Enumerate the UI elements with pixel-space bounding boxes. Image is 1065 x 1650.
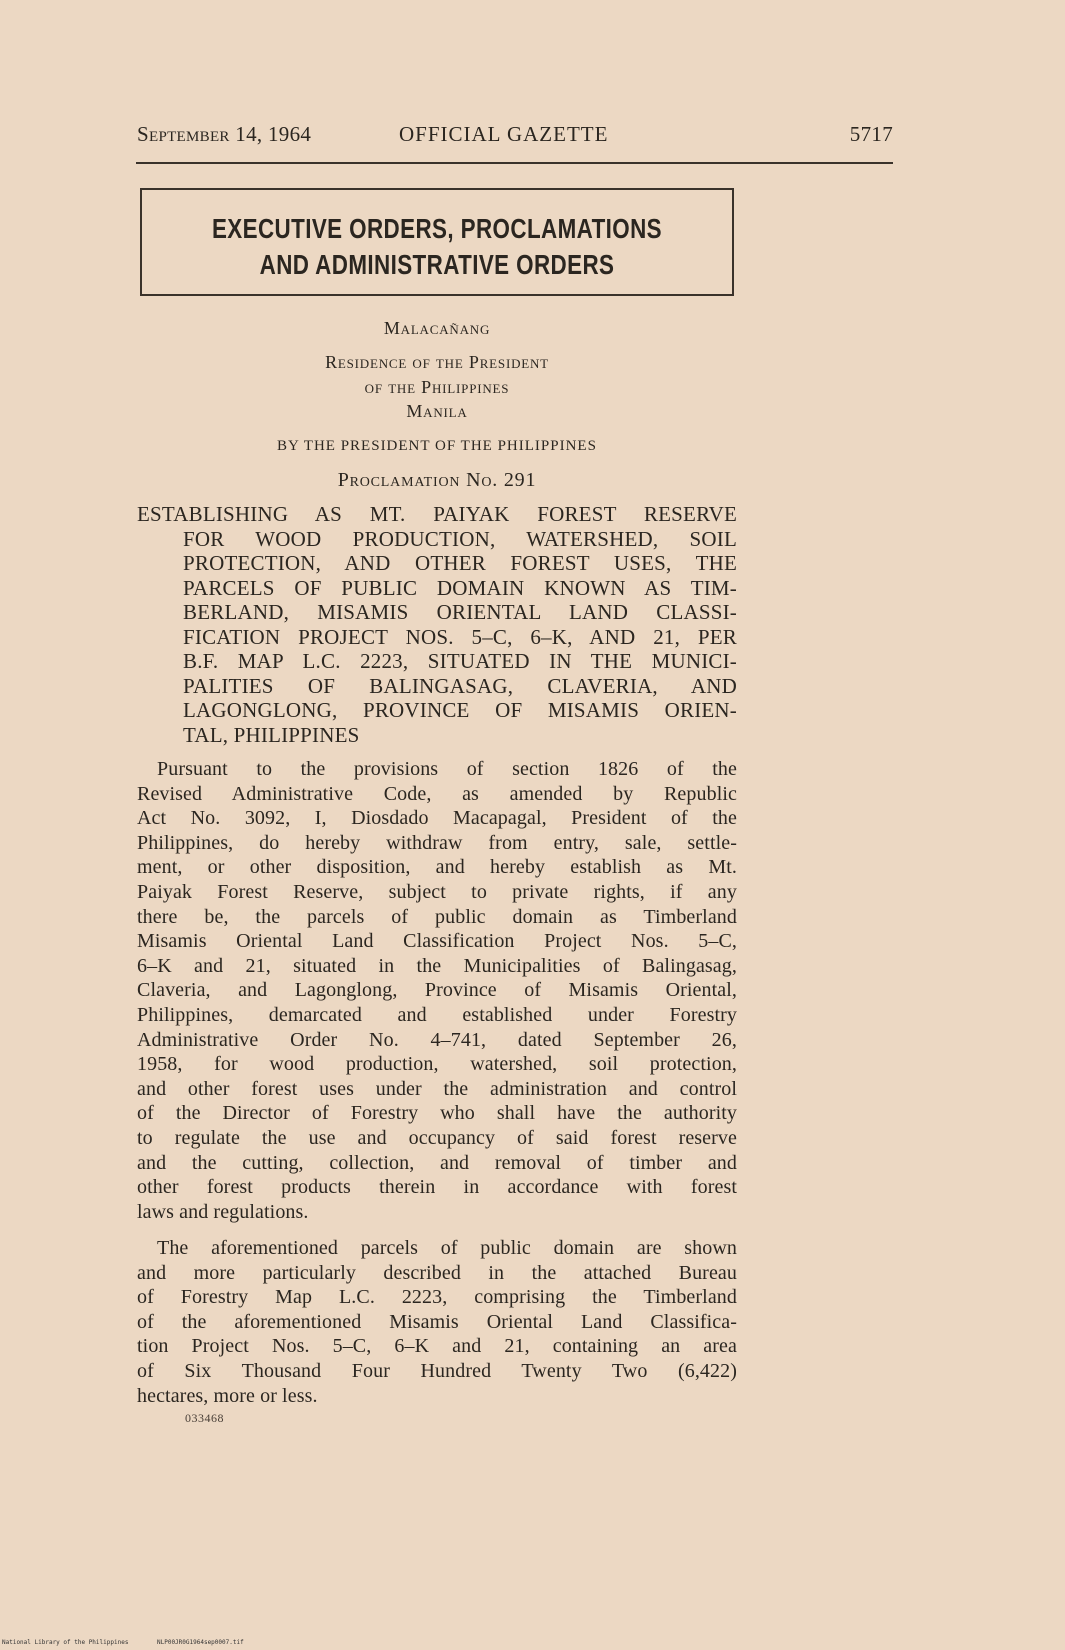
heading-line: B.F. MAP L.C. 2223, SITUATED IN THE MUNICI-: [183, 649, 737, 673]
issuer-place: Malacañang: [383, 318, 491, 338]
header-rule: [136, 162, 893, 164]
header-page-number: 5717: [849, 122, 893, 146]
heading-line: BERLAND, MISAMIS ORIENTAL LAND CLASSI-: [183, 600, 737, 624]
paragraph-line: and other forest uses under the administration and control: [137, 1077, 737, 1100]
scan-footer: [2, 1639, 244, 1646]
header-date: September 14, 1964: [137, 122, 312, 146]
paragraph-line: 1958, for wood production, watershed, soil protection,: [137, 1053, 737, 1076]
paragraph-line: laws and regulations.: [137, 1200, 309, 1223]
paragraph-line: Act No. 3092, I, Diosdado Macapagal, President of the: [137, 807, 737, 830]
issuer-city: Manila: [406, 401, 468, 421]
paragraph-line: to regulate the use and occupancy of said forest reserve: [137, 1126, 737, 1149]
issuer-residence-line-1: Residence of the President: [325, 352, 549, 372]
heading-line: LAGONGLONG, PROVINCE OF MISAMIS ORIEN-: [183, 698, 737, 722]
heading-line: PARCELS OF PUBLIC DOMAIN KNOWN AS TIM-: [183, 575, 737, 600]
paragraph-1: [137, 757, 737, 1224]
heading-line: FOR WOOD PRODUCTION, WATERSHED, SOIL: [183, 526, 737, 551]
paragraph-line: Revised Administrative Code, as amended by Republic: [137, 782, 737, 805]
paragraph-line: other forest products therein in accordance with forest: [137, 1176, 737, 1199]
paragraph-line: Administrative Order No. 4–741, dated September 26,: [137, 1028, 737, 1051]
paragraph-line: of Forestry Map L.C. 2223, comprising the Timberland: [137, 1286, 737, 1309]
paragraph-line: Pursuant to the provisions of section 1826 of the: [157, 758, 737, 780]
footer-library: National Library of the Philippines: [2, 1639, 129, 1646]
section-title-box: [140, 188, 734, 296]
page-header: [137, 122, 893, 152]
paragraph-line: ment, or other disposition, and hereby establish as Mt.: [137, 856, 737, 879]
paragraph-2: [137, 1236, 737, 1408]
proclamation-heading: [137, 502, 737, 747]
issuer-by-line: BY THE PRESIDENT OF THE PHILIPPINES: [277, 438, 597, 454]
paragraph-line: and more particularly described in the attached Bureau: [137, 1261, 737, 1284]
section-title-line-2: AND ADMINISTRATIVE ORDERS: [259, 249, 615, 280]
paragraph-line: of Six Thousand Four Hundred Twenty Two (6,422): [137, 1359, 737, 1382]
paragraph-line: there be, the parcels of public domain as Timberland: [137, 905, 737, 928]
paragraph-line: Philippines, demarcated and established under Forestry: [137, 1003, 737, 1026]
heading-line: TAL, PHILIPPINES: [183, 722, 360, 747]
paragraph-line: tion Project Nos. 5–C, 6–K and 21, containing an area: [137, 1335, 737, 1358]
header-gazette-title: OFFICIAL GAZETTE: [399, 122, 609, 146]
paragraph-line: of the Director of Forestry who shall have the authority: [137, 1102, 737, 1125]
paragraph-line: and the cutting, collection, and removal of timber and: [137, 1151, 737, 1174]
section-title-line-1: EXECUTIVE ORDERS, PROCLAMATIONS: [211, 213, 663, 244]
proclamation-number: Proclamation No. 291: [337, 469, 537, 491]
heading-line: FICATION PROJECT NOS. 5–C, 6–K, AND 21, PER: [183, 624, 737, 649]
paragraph-line: Paiyak Forest Reserve, subject to private rights, if any: [137, 880, 737, 903]
heading-line: PROTECTION, AND OTHER FOREST USES, THE: [183, 551, 737, 575]
paragraph-line: 6–K and 21, situated in the Municipalities of Balingasag,: [137, 954, 737, 977]
footer-file: NLP00JR0G1964sep0007.tif: [157, 1639, 244, 1646]
paragraph-line: hectares, more or less.: [137, 1384, 318, 1407]
paragraph-line: Philippines, do hereby withdraw from entry, sale, settle-: [137, 831, 737, 854]
issuer-residence-line-2: of the Philippines: [364, 377, 510, 397]
paragraph-line: of the aforementioned Misamis Oriental Land Classifica-: [137, 1310, 737, 1333]
heading-line: ESTABLISHING AS MT. PAIYAK FOREST RESERVE: [137, 502, 737, 526]
paragraph-line: The aforementioned parcels of public domain are shown: [157, 1237, 737, 1259]
heading-line: PALITIES OF BALINGASAG, CLAVERIA, AND: [183, 673, 737, 698]
paragraph-line: Claveria, and Lagonglong, Province of Misamis Oriental,: [137, 979, 737, 1002]
paragraph-line: Misamis Oriental Land Classification Project Nos. 5–C,: [137, 930, 737, 953]
document-code: 033468: [185, 1411, 224, 1425]
